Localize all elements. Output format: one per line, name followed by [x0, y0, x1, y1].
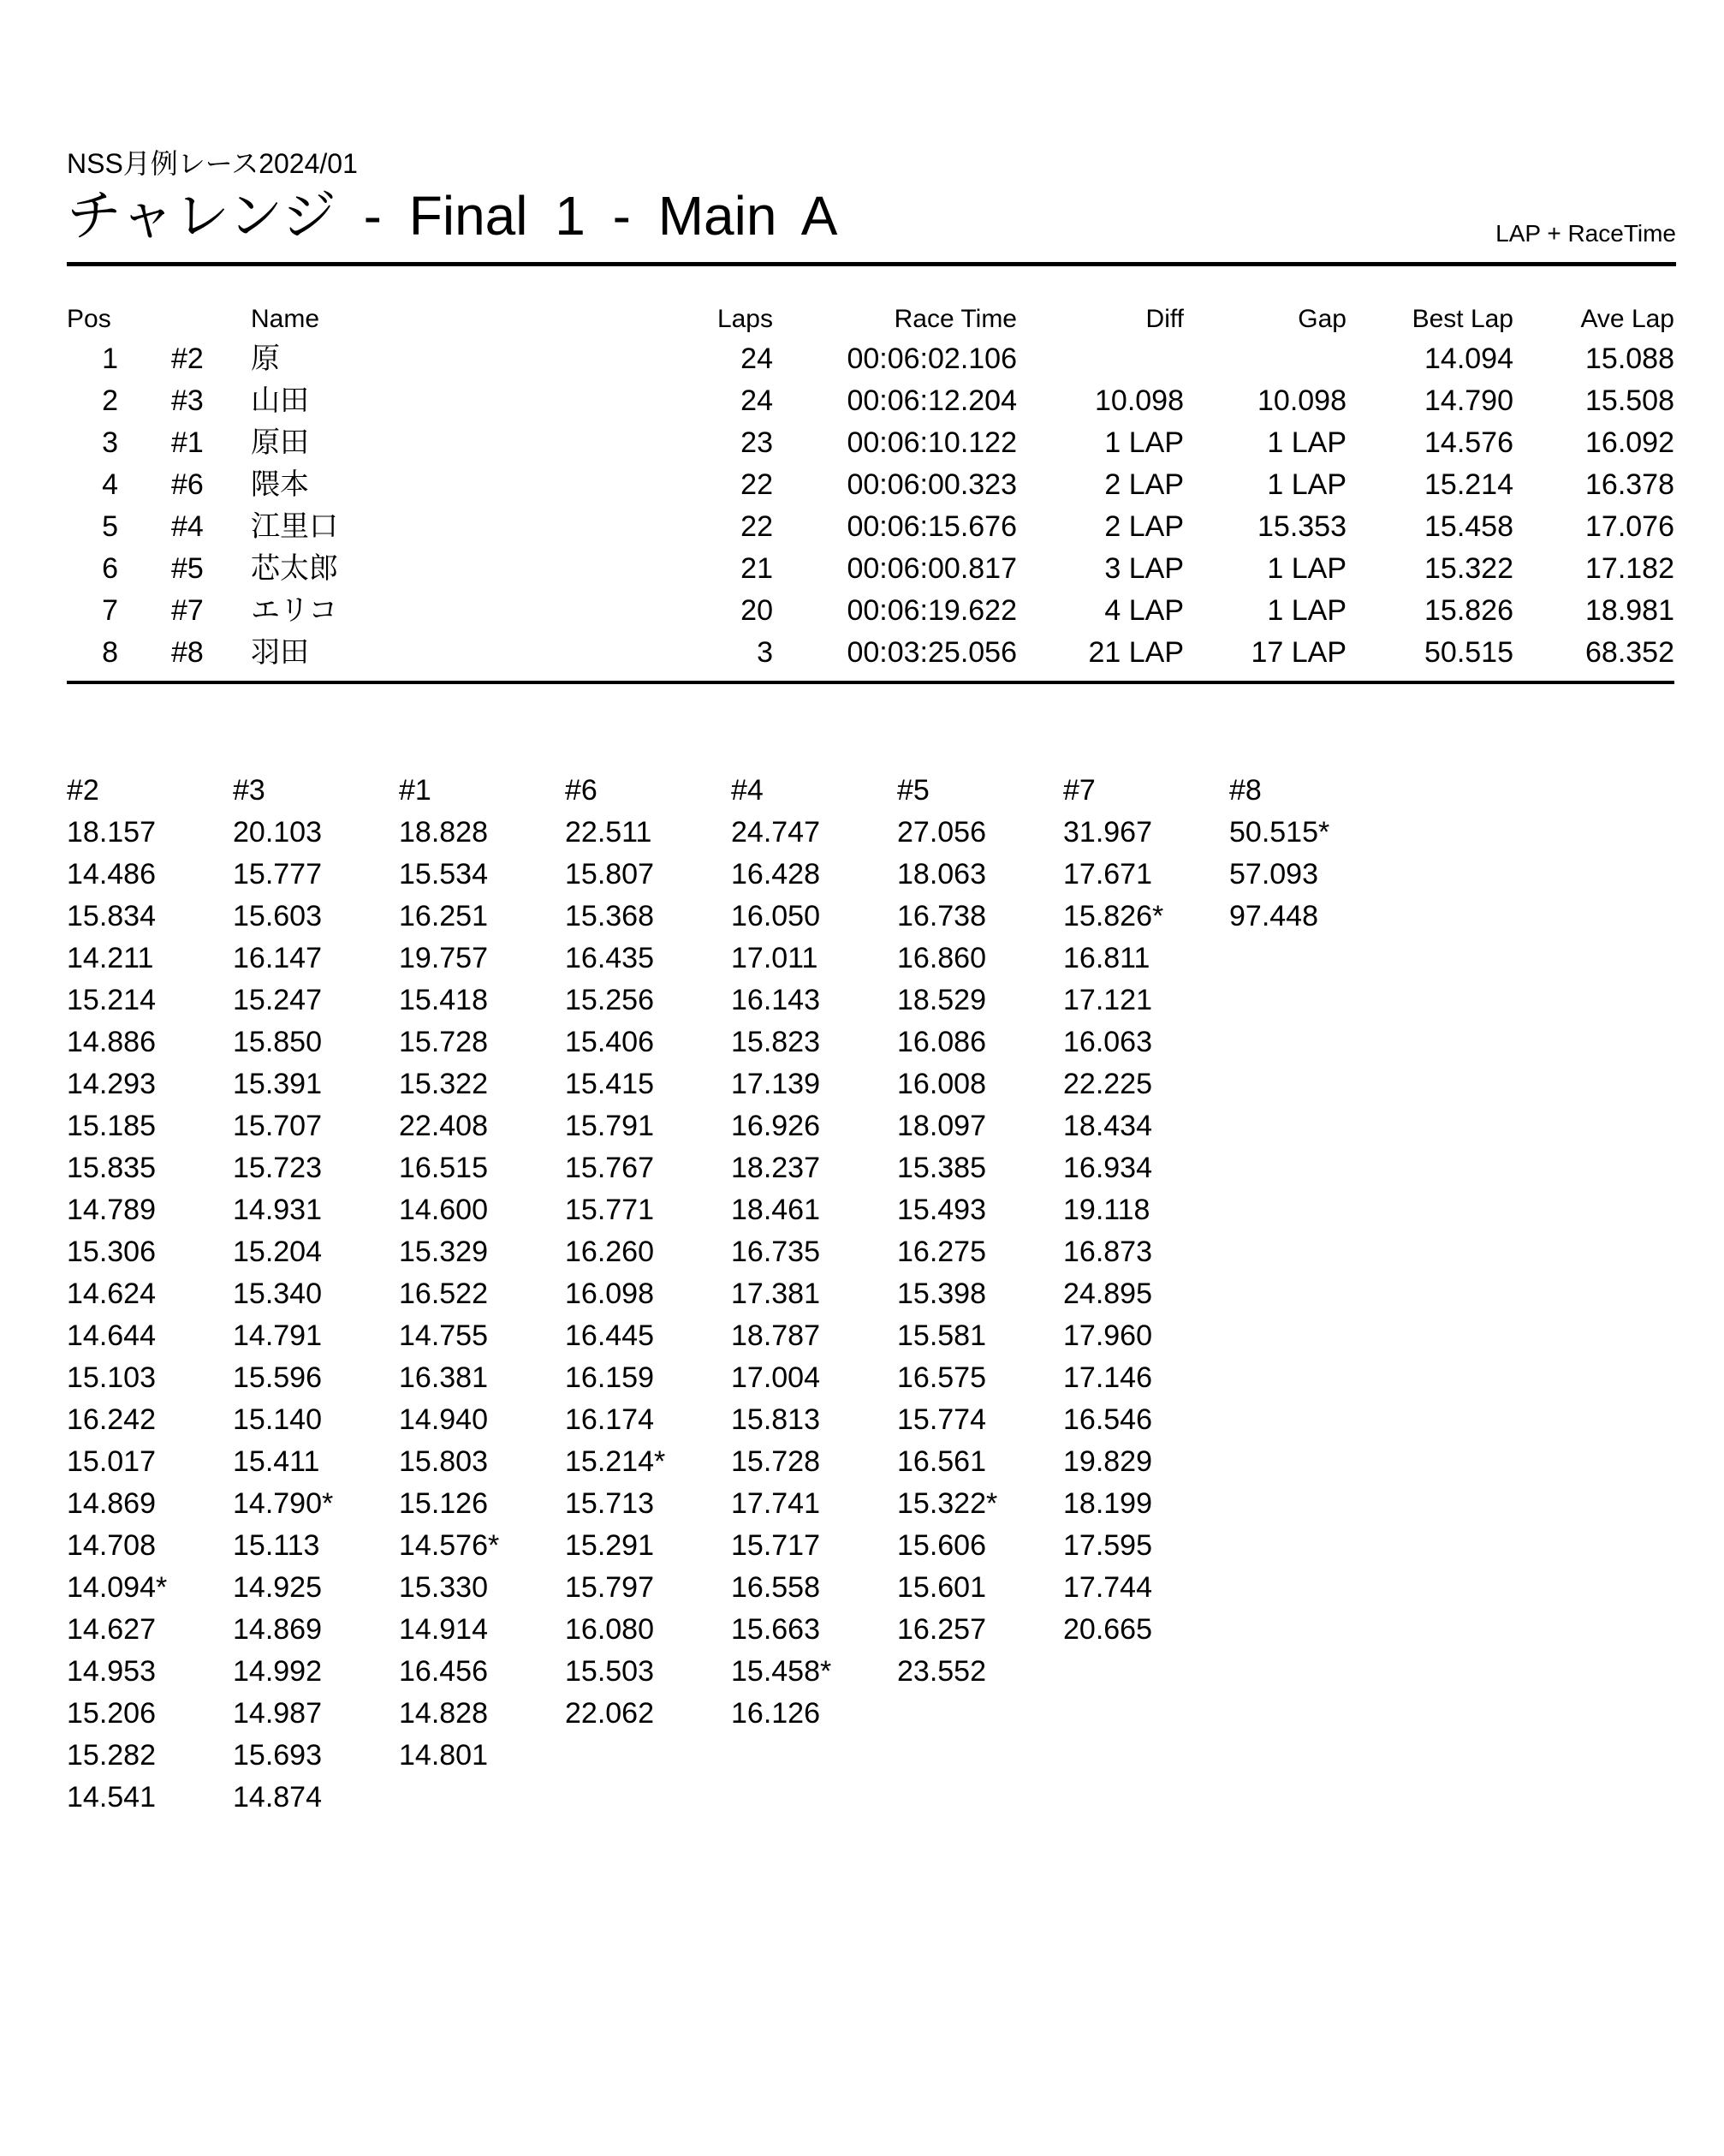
lap-time-value: 16.260	[565, 1236, 654, 1268]
lap-time-value: 14.886	[67, 1026, 156, 1058]
result-cell-diff: 1 LAP	[1104, 426, 1184, 459]
results-body	[67, 338, 1674, 682]
lap-time-value: 14.925	[233, 1571, 322, 1604]
lap-time-value: 15.291	[565, 1529, 654, 1562]
lap-time-value: 16.575	[897, 1361, 986, 1394]
lap-column-1	[399, 770, 565, 1819]
result-row	[67, 338, 1674, 380]
lap-time-value: 14.940	[399, 1403, 488, 1436]
lap-time-value: 16.242	[67, 1403, 156, 1436]
result-cell-no: #4	[171, 510, 204, 543]
lap-time-value: 17.011	[731, 942, 818, 974]
lap-column-header: #7	[1063, 774, 1096, 807]
lap-time-value: 16.735	[731, 1236, 820, 1268]
lap-time-value: 16.063	[1063, 1026, 1152, 1058]
lap-time-value: 16.251	[399, 900, 488, 932]
lap-column-header: #5	[897, 774, 930, 807]
lap-time-value: 15.803	[399, 1445, 488, 1478]
lap-time-value: 15.723	[233, 1152, 322, 1184]
result-cell-no: #8	[171, 636, 204, 669]
lap-time-value: 16.143	[731, 984, 820, 1016]
lap-time-value: 16.445	[565, 1319, 654, 1352]
lap-time-value: 15.717	[731, 1529, 820, 1562]
result-cell-best-lap: 15.322	[1424, 552, 1513, 585]
lap-time-value: 15.596	[233, 1361, 322, 1394]
lap-time-value: 15.103	[67, 1361, 156, 1394]
lap-time-value: 23.552	[897, 1655, 986, 1688]
lap-time-value: 15.663	[731, 1613, 820, 1646]
result-cell-ave-lap: 68.352	[1585, 636, 1674, 669]
lap-time-value: 22.225	[1063, 1068, 1152, 1100]
lap-time-value: 16.147	[233, 942, 322, 974]
result-cell-pos: 1	[102, 342, 118, 375]
result-cell-ave-lap: 17.076	[1585, 510, 1674, 543]
lap-time-value: 15.693	[233, 1739, 322, 1772]
lap-time-value: 15.256	[565, 984, 654, 1016]
result-cell-laps: 23	[740, 426, 773, 459]
lap-time-value: 15.606	[897, 1529, 986, 1562]
lap-column-7	[1063, 770, 1229, 1819]
lap-time-value: 14.576*	[399, 1529, 500, 1562]
result-cell-gap: 17 LAP	[1251, 636, 1347, 669]
lap-time-value: 16.381	[399, 1361, 488, 1394]
lap-time-value: 16.811	[1063, 942, 1150, 974]
lap-time-value: 16.080	[565, 1613, 654, 1646]
col-header-name: Name	[251, 305, 320, 333]
lap-time-value: 15.322*	[897, 1487, 998, 1520]
result-cell-diff: 10.098	[1095, 384, 1184, 417]
result-cell-name: 芯太郎	[251, 552, 338, 585]
result-cell-best-lap: 15.826	[1424, 594, 1513, 627]
result-cell-race-time: 00:06:02.106	[847, 342, 1017, 375]
result-cell-pos: 7	[102, 594, 118, 627]
result-cell-no: #6	[171, 468, 204, 501]
lap-column-header: #1	[399, 774, 431, 807]
result-cell-race-time: 00:06:00.817	[847, 552, 1017, 585]
result-cell-no: #5	[171, 552, 204, 585]
lap-time-value: 14.869	[233, 1613, 322, 1646]
result-cell-race-time: 00:06:12.204	[847, 384, 1017, 417]
lap-time-value: 24.747	[731, 816, 820, 849]
result-cell-race-time: 00:03:25.056	[847, 636, 1017, 669]
lap-time-value: 15.415	[565, 1068, 654, 1100]
lap-time-value: 15.797	[565, 1571, 654, 1604]
result-cell-gap: 1 LAP	[1267, 594, 1347, 627]
lap-time-value: 15.204	[233, 1236, 322, 1268]
col-header-ave-lap: Ave Lap	[1580, 305, 1674, 333]
lap-time-value: 14.801	[399, 1739, 488, 1772]
lap-time-value: 20.665	[1063, 1613, 1152, 1646]
lap-time-value: 27.056	[897, 816, 986, 849]
lap-column-3	[233, 770, 399, 1819]
result-cell-race-time: 00:06:19.622	[847, 594, 1017, 627]
lap-column-header: #4	[731, 774, 764, 807]
result-row	[67, 632, 1674, 682]
lap-time-value: 15.713	[565, 1487, 654, 1520]
result-cell-diff: 4 LAP	[1104, 594, 1184, 627]
lap-time-value: 18.434	[1063, 1110, 1152, 1142]
lap-time-value: 16.159	[565, 1361, 654, 1394]
result-cell-diff: 2 LAP	[1104, 510, 1184, 543]
result-cell-laps: 20	[740, 594, 773, 627]
result-cell-laps: 24	[740, 384, 773, 417]
lap-time-value: 14.874	[233, 1781, 322, 1814]
lap-time-value: 15.206	[67, 1697, 156, 1730]
col-header-carno	[118, 301, 251, 338]
result-cell-no: #2	[171, 342, 204, 375]
lap-time-value: 16.934	[1063, 1152, 1152, 1184]
lap-time-value: 97.448	[1229, 900, 1318, 932]
lap-time-value: 14.987	[233, 1697, 322, 1730]
lap-time-value: 15.329	[399, 1236, 488, 1268]
lap-time-value: 15.813	[731, 1403, 820, 1436]
result-row	[67, 380, 1674, 422]
lap-time-value: 16.008	[897, 1068, 986, 1100]
lap-time-value: 15.791	[565, 1110, 654, 1142]
lap-time-value: 16.174	[565, 1403, 654, 1436]
lap-time-value: 17.121	[1063, 984, 1152, 1016]
lap-time-value: 16.558	[731, 1571, 820, 1604]
result-row	[67, 548, 1674, 590]
lap-time-value: 14.600	[399, 1194, 488, 1226]
result-cell-pos: 4	[102, 468, 118, 501]
lap-time-value: 15.322	[399, 1068, 488, 1100]
lap-time-value: 57.093	[1229, 858, 1318, 890]
lap-time-value: 16.086	[897, 1026, 986, 1058]
lap-time-value: 50.515*	[1229, 816, 1330, 849]
lap-column-header: #2	[67, 774, 99, 807]
lap-time-value: 19.118	[1063, 1194, 1150, 1226]
lap-time-value: 14.953	[67, 1655, 156, 1688]
lap-time-value: 15.214*	[565, 1445, 666, 1478]
result-cell-pos: 6	[102, 552, 118, 585]
lap-time-value: 19.757	[399, 942, 488, 974]
result-cell-name: 原	[251, 342, 280, 375]
race-title: チャレンジ - Final 1 - Main A	[67, 185, 838, 247]
lap-time-value: 15.771	[565, 1194, 654, 1226]
result-cell-name: エリコ	[251, 594, 338, 627]
lap-time-value: 15.391	[233, 1068, 322, 1100]
col-header-best-lap: Best Lap	[1412, 305, 1513, 333]
result-cell-no: #3	[171, 384, 204, 417]
lap-time-value: 15.503	[565, 1655, 654, 1688]
result-cell-pos: 3	[102, 426, 118, 459]
lap-time-value: 15.777	[233, 858, 322, 890]
lap-time-value: 16.738	[897, 900, 986, 932]
result-cell-diff	[1017, 338, 1184, 380]
lap-time-value: 17.744	[1063, 1571, 1152, 1604]
lap-time-value: 17.595	[1063, 1529, 1152, 1562]
lap-time-value: 15.728	[399, 1026, 488, 1058]
lap-time-value: 15.418	[399, 984, 488, 1016]
lap-time-value: 18.237	[731, 1152, 820, 1184]
result-cell-no: #7	[171, 594, 204, 627]
lap-time-value: 15.247	[233, 984, 322, 1016]
lap-time-value: 14.644	[67, 1319, 156, 1352]
result-cell-ave-lap: 17.182	[1585, 552, 1674, 585]
lap-time-value: 15.306	[67, 1236, 156, 1268]
result-cell-gap: 10.098	[1257, 384, 1347, 417]
lap-time-value: 15.707	[233, 1110, 322, 1142]
result-cell-name: 隈本	[251, 468, 309, 501]
lap-time-value: 16.275	[897, 1236, 986, 1268]
col-header-laps: Laps	[716, 305, 773, 333]
result-cell-ave-lap: 18.981	[1585, 594, 1674, 627]
result-cell-name: 原田	[251, 426, 309, 459]
lap-time-value: 19.829	[1063, 1445, 1152, 1478]
result-cell-name: 山田	[251, 384, 309, 417]
result-cell-name: 羽田	[251, 636, 309, 669]
title-row	[67, 180, 1676, 266]
lap-time-value: 15.826*	[1063, 900, 1164, 932]
lap-time-value: 14.914	[399, 1613, 488, 1646]
lap-time-value: 16.257	[897, 1613, 986, 1646]
lap-time-value: 18.787	[731, 1319, 820, 1352]
result-row	[67, 506, 1674, 548]
lap-time-value: 15.282	[67, 1739, 156, 1772]
result-cell-best-lap: 14.094	[1424, 342, 1513, 375]
lap-column-header: #6	[565, 774, 597, 807]
lap-time-value: 14.791	[233, 1319, 322, 1352]
lap-time-value: 31.967	[1063, 816, 1152, 849]
event-name: NSS月例レース2024/01	[67, 148, 358, 179]
lap-time-value: 14.789	[67, 1194, 156, 1226]
lap-time-value: 15.581	[897, 1319, 986, 1352]
result-cell-pos: 2	[102, 384, 118, 417]
lap-time-value: 14.627	[67, 1613, 156, 1646]
lap-time-value: 15.767	[565, 1152, 654, 1184]
result-cell-no: #1	[171, 426, 204, 459]
lap-time-value: 14.486	[67, 858, 156, 890]
result-cell-laps: 22	[740, 510, 773, 543]
lap-time-value: 15.534	[399, 858, 488, 890]
result-cell-gap: 1 LAP	[1267, 552, 1347, 585]
lap-column-header: #3	[233, 774, 265, 807]
lap-time-value: 15.458*	[731, 1655, 832, 1688]
lap-time-value: 14.931	[233, 1194, 322, 1226]
result-cell-best-lap: 15.458	[1424, 510, 1513, 543]
lap-time-value: 15.368	[565, 900, 654, 932]
lap-time-value: 14.869	[67, 1487, 156, 1520]
lap-time-value: 15.834	[67, 900, 156, 932]
lap-time-value: 16.050	[731, 900, 820, 932]
col-header-diff: Diff	[1145, 305, 1184, 333]
lap-column-5	[897, 770, 1063, 1819]
result-row	[67, 422, 1674, 464]
lap-time-value: 15.493	[897, 1194, 986, 1226]
lap-time-value: 17.960	[1063, 1319, 1152, 1352]
col-header-gap: Gap	[1298, 305, 1347, 333]
lap-time-value: 16.126	[731, 1697, 820, 1730]
lap-time-value: 15.185	[67, 1110, 156, 1142]
lap-time-value: 15.340	[233, 1278, 322, 1310]
lap-time-value: 16.435	[565, 942, 654, 974]
lap-time-value: 18.461	[731, 1194, 820, 1226]
lap-time-value: 17.004	[731, 1361, 820, 1394]
result-cell-ave-lap: 15.088	[1585, 342, 1674, 375]
lap-time-value: 14.790*	[233, 1487, 334, 1520]
lap-time-value: 15.728	[731, 1445, 820, 1478]
result-cell-best-lap: 50.515	[1424, 636, 1513, 669]
result-cell-laps: 22	[740, 468, 773, 501]
col-header-pos: Pos	[67, 305, 111, 333]
lap-time-value: 16.873	[1063, 1236, 1152, 1268]
lap-time-value: 16.515	[399, 1152, 488, 1184]
result-cell-ave-lap: 15.508	[1585, 384, 1674, 417]
lap-time-value: 14.992	[233, 1655, 322, 1688]
lap-time-value: 14.293	[67, 1068, 156, 1100]
result-cell-laps: 21	[740, 552, 773, 585]
lap-time-value: 16.860	[897, 942, 986, 974]
lap-time-value: 24.895	[1063, 1278, 1152, 1310]
lap-time-value: 15.140	[233, 1403, 322, 1436]
lap-time-value: 16.098	[565, 1278, 654, 1310]
result-cell-gap: 1 LAP	[1267, 468, 1347, 501]
result-cell-pos: 5	[102, 510, 118, 543]
lap-column-4	[731, 770, 897, 1819]
lap-time-value: 17.741	[731, 1487, 820, 1520]
result-cell-gap: 15.353	[1257, 510, 1347, 543]
lap-time-value: 22.408	[399, 1110, 488, 1142]
result-cell-race-time: 00:06:15.676	[847, 510, 1017, 543]
result-row	[67, 590, 1674, 632]
result-cell-gap	[1184, 338, 1347, 380]
lap-time-value: 18.097	[897, 1110, 986, 1142]
lap-time-value: 14.094*	[67, 1571, 168, 1604]
lap-time-value: 18.529	[897, 984, 986, 1016]
result-cell-ave-lap: 16.378	[1585, 468, 1674, 501]
lap-time-value: 15.126	[399, 1487, 488, 1520]
lap-time-value: 15.774	[897, 1403, 986, 1436]
lap-time-value: 14.828	[399, 1697, 488, 1730]
result-cell-laps: 3	[757, 636, 773, 669]
result-cell-best-lap: 14.576	[1424, 426, 1513, 459]
lap-time-value: 15.411	[233, 1445, 320, 1478]
lap-time-value: 16.456	[399, 1655, 488, 1688]
lap-time-value: 16.522	[399, 1278, 488, 1310]
lap-time-value: 18.828	[399, 816, 488, 849]
lap-times-chart	[67, 770, 1676, 1819]
lap-time-value: 18.199	[1063, 1487, 1152, 1520]
lap-time-value: 14.541	[67, 1781, 156, 1814]
result-cell-diff: 3 LAP	[1104, 552, 1184, 585]
lap-time-value: 14.624	[67, 1278, 156, 1310]
lap-time-value: 18.157	[67, 816, 156, 849]
result-cell-race-time: 00:06:00.323	[847, 468, 1017, 501]
lap-time-value: 16.546	[1063, 1403, 1152, 1436]
result-cell-pos: 8	[102, 636, 118, 669]
result-cell-diff: 2 LAP	[1104, 468, 1184, 501]
lap-time-value: 15.850	[233, 1026, 322, 1058]
lap-time-value: 15.385	[897, 1152, 986, 1184]
results-table	[67, 301, 1674, 684]
lap-time-value: 16.926	[731, 1110, 820, 1142]
lap-time-value: 15.603	[233, 900, 322, 932]
lap-time-value: 15.601	[897, 1571, 986, 1604]
lap-column-2	[67, 770, 233, 1819]
lap-time-value: 15.113	[233, 1529, 320, 1562]
lap-time-value: 17.146	[1063, 1361, 1152, 1394]
lap-time-value: 14.211	[67, 942, 154, 974]
lap-time-value: 15.807	[565, 858, 654, 890]
lap-time-value: 15.017	[67, 1445, 156, 1478]
lap-time-value: 15.398	[897, 1278, 986, 1310]
result-cell-race-time: 00:06:10.122	[847, 426, 1017, 459]
lap-time-value: 17.139	[731, 1068, 820, 1100]
lap-time-value: 16.428	[731, 858, 820, 890]
lap-time-value: 18.063	[897, 858, 986, 890]
lap-time-value: 17.381	[731, 1278, 820, 1310]
lap-column-6	[565, 770, 731, 1819]
result-cell-laps: 24	[740, 342, 773, 375]
result-cell-ave-lap: 16.092	[1585, 426, 1674, 459]
lap-time-value: 15.406	[565, 1026, 654, 1058]
timing-mode-note: LAP + RaceTime	[1495, 220, 1676, 247]
result-cell-diff: 21 LAP	[1088, 636, 1184, 669]
lap-time-value: 22.062	[565, 1697, 654, 1730]
lap-time-value: 14.708	[67, 1529, 156, 1562]
result-cell-name: 江里口	[251, 510, 338, 543]
lap-time-value: 15.330	[399, 1571, 488, 1604]
lap-time-value: 14.755	[399, 1319, 488, 1352]
lap-time-value: 17.671	[1063, 858, 1152, 890]
results-header-row	[67, 301, 1674, 338]
lap-column-header: #8	[1229, 774, 1262, 807]
result-cell-best-lap: 14.790	[1424, 384, 1513, 417]
lap-time-value: 22.511	[565, 816, 652, 849]
lap-column-8	[1229, 770, 1395, 1819]
col-header-race-time: Race Time	[894, 305, 1017, 333]
result-cell-best-lap: 15.214	[1424, 468, 1513, 501]
lap-time-value: 15.823	[731, 1026, 820, 1058]
lap-time-value: 15.214	[67, 984, 156, 1016]
result-cell-gap: 1 LAP	[1267, 426, 1347, 459]
lap-time-value: 20.103	[233, 816, 322, 849]
lap-time-value: 16.561	[897, 1445, 986, 1478]
result-row	[67, 464, 1674, 506]
lap-time-value: 15.835	[67, 1152, 156, 1184]
